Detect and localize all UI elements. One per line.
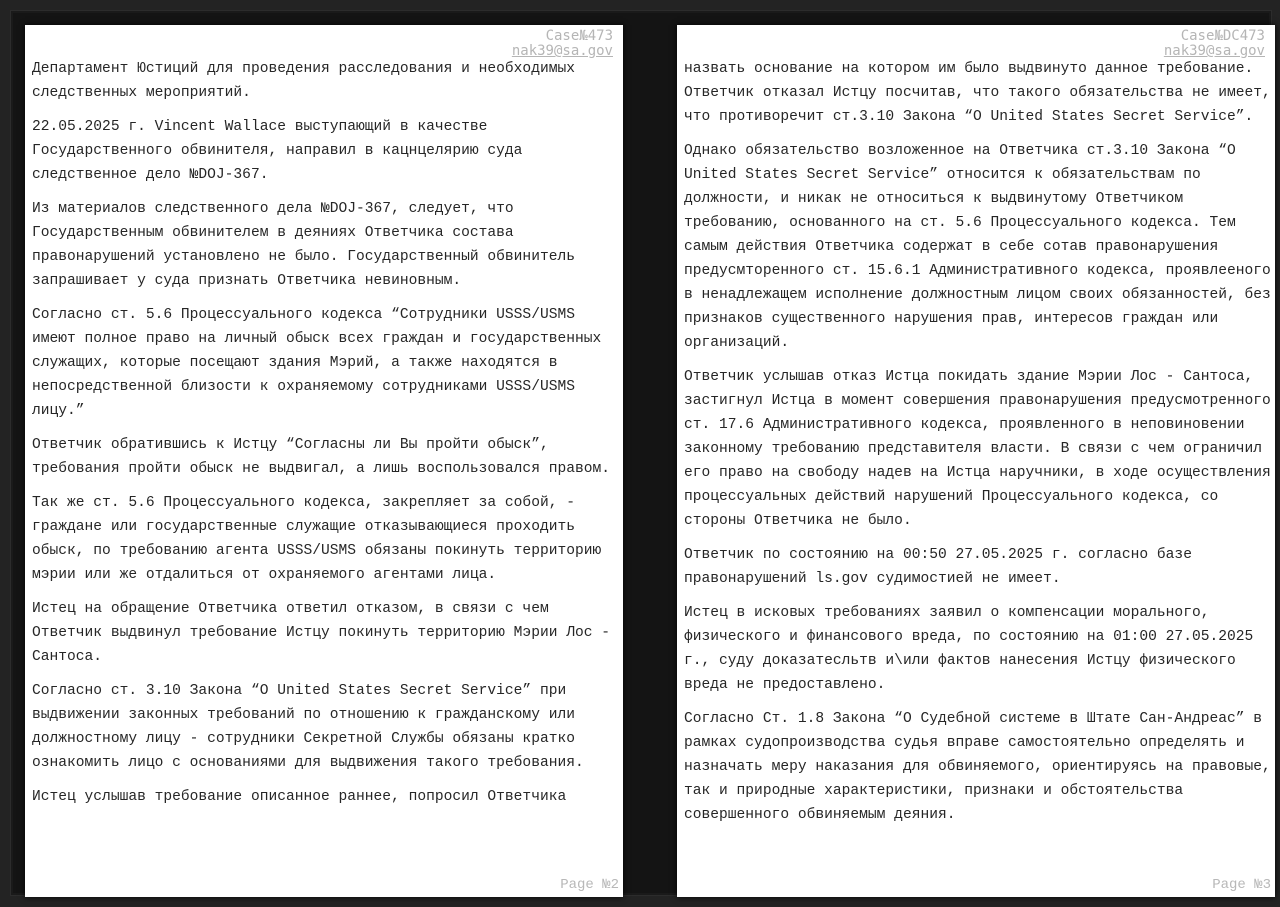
paragraph: назвать основание на котором им было выдвинуто данное требование. Ответчик отказал Истцу посчитав, что такого обязательства не имеет, что противоречит ст.3.10 Закона “О United States Secret Service”. [684, 61, 1271, 125]
paragraph: Ответчик обратившись к Истцу “Согласны ли Вы пройти обыск”, требования пройти обыск не выдвигал, а лишь воспользовался правом. [32, 437, 611, 477]
paragraph: Согласно Ст. 1.8 Закона “О Судебной системе в Штате Сан-Андреас” в рамках судопроизводства судья вправе самостоятельно определять и назначать меру наказания для обвиняемого, ориентируясь на правовые, так и природные характеристики, признаки и обстоятельства совершенного обвиняемым деяния. [684, 711, 1271, 823]
page-header [512, 29, 613, 59]
paragraph: Ответчик по состоянию на 00:50 27.05.2025 г. согласно базе правонарушений ls.gov судимостией не имеет. [684, 547, 1192, 587]
paragraph: Департамент Юстиций для проведения расследования и необходимых следственных мероприятий. [32, 61, 575, 101]
email-link[interactable]: nak39@sa.gov [511, 43, 613, 59]
document-spread [10, 10, 1272, 896]
paragraph: Согласно ст. 5.6 Процессуального кодекса “Сотрудники USSS/USMS имеют полное право на личный обыск всех граждан и государственных служащих, которые посещают здания Мэрий, а также находятся в непосредственной близости к охраняемому сотрудниками USSS/USMS лицу.” [32, 307, 602, 419]
paragraph: Однако обязательство возложенное на Ответчика ст.3.10 Закона “О United States Secret Service” относится к обязательствам по должности, и никак не относиться к выдвинутому Ответчиком требованию, основанного на ст. 5.6 Процессуального кодекса. Тем самым действия Ответчика содержат в себе сотав правонарушения предусмторенного ст. 15.6.1 Административного кодекса, проявлееного в ненадлежащем исполнение должностным лицом своих обязанностей, без признаков существенного нарушения прав, интересов граждан или организаций. [684, 143, 1271, 351]
case-number: Case№473 [545, 28, 613, 44]
page-2 [25, 25, 623, 897]
paragraph: 22.05.2025 г. Vincent Wallace выступающий в качестве Государственного обвинителя, направил в кацнцелярию суда следственное дело №DOJ-367. [32, 119, 523, 183]
page-number: Page №2 [560, 877, 619, 893]
paragraph: Истец в исковых требованиях заявил о компенсации морального, физического и финансового вреда, по состоянию на 01:00 27.05.2025 г., суду доказатесльтв и\или фактов нанесения Истцу физического вреда не предоставлено. [684, 605, 1254, 693]
page-body [684, 57, 1271, 837]
paragraph: Из материалов следственного дела №DOJ-367, следует, что Государственным обвинителем в деяниях Ответчика состава правонарушений установлено не было. Государственный обвинитель запрашивает у суда признать Ответчика невиновным. [32, 201, 575, 289]
page-3 [677, 25, 1275, 897]
case-number: Case№DC473 [1180, 28, 1265, 44]
paragraph: Согласно ст. 3.10 Закона “О United States Secret Service” при выдвижении законных требований по отношению к гражданскому или должностному лицу - сотрудники Секретной Службы обязаны кратко ознакомить лицо с основаниями для выдвижения такого требования. [32, 683, 584, 771]
page-number: Page №3 [1212, 877, 1271, 893]
paragraph: Истец услышав требование описанное раннее, попросил Ответчика [32, 789, 567, 805]
paragraph: Истец на обращение Ответчика ответил отказом, в связи с чем Ответчик выдвинул требование Истцу покинуть территорию Мэрии Лос - Сантоса. [32, 601, 611, 665]
page-header [1164, 29, 1265, 59]
email-link[interactable]: nak39@sa.gov [1163, 43, 1265, 59]
paragraph: Ответчик услышав отказ Истца покидать здание Мэрии Лос - Сантоса, застигнул Истца в момент совершения правонарушения предусмотренного ст. 17.6 Административного кодекса, проявленного в неповиновении законному требованию представителя власти. В связи с чем ограничил его право на свободу надев на Истца наручники, в ходе осуществления процессуальных действий нарушений Процессуального кодекса, со стороны Ответчика не было. [684, 369, 1271, 529]
paragraph: Так же ст. 5.6 Процессуального кодекса, закрепляет за собой, - граждане или государственные служащие отказывающиеся проходить обыск, по требованию агента USSS/USMS обязаны покинуть территорию мэрии или же отдалиться от охраняемого агентами лица. [32, 495, 602, 583]
page-body [32, 57, 619, 819]
